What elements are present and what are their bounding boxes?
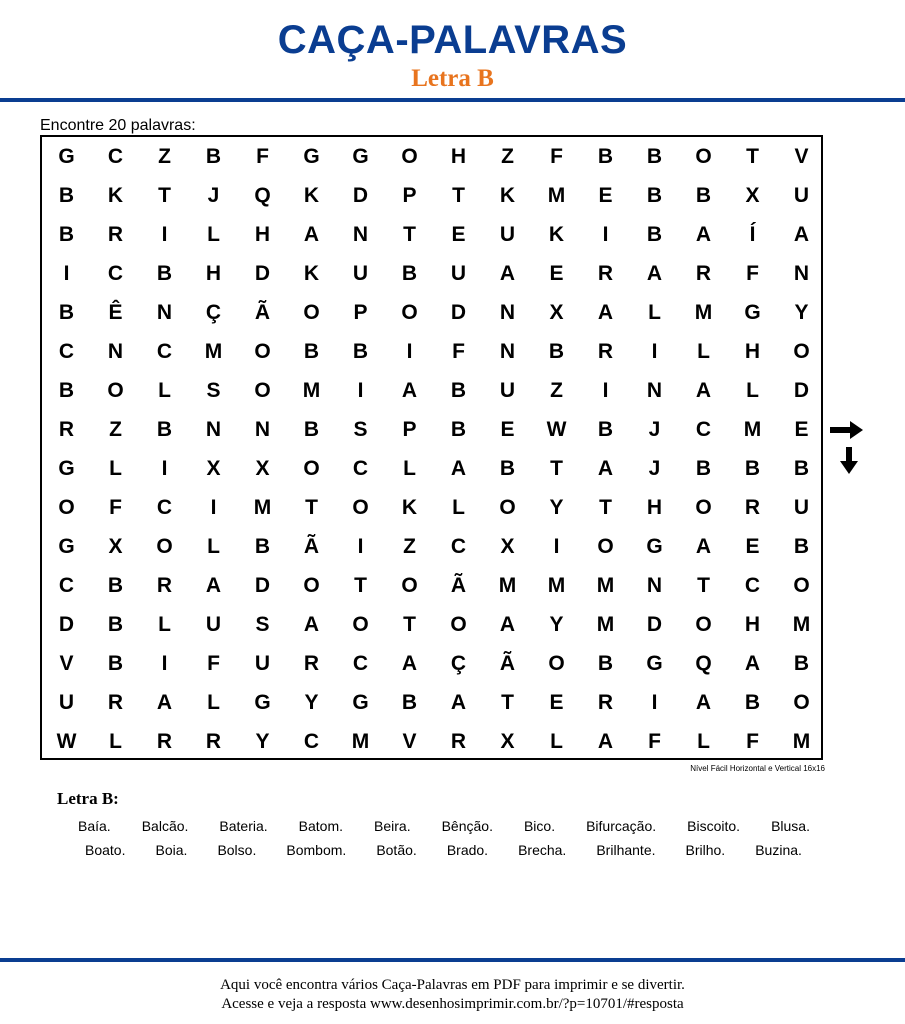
grid-cell: G xyxy=(58,456,75,480)
grid-cell: I xyxy=(602,378,609,402)
grid-cell: R xyxy=(205,729,222,753)
grid-cell: B xyxy=(695,183,712,207)
grid-cell: U xyxy=(499,378,516,402)
grid-cell: K xyxy=(303,183,320,207)
grid-cell: J xyxy=(648,417,661,441)
grid-cell: O xyxy=(695,495,712,519)
grid-cell: L xyxy=(746,378,759,402)
grid-cell: C xyxy=(156,339,173,363)
grid-cell: O xyxy=(352,495,369,519)
grid-cell: O xyxy=(254,339,271,363)
grid-cell: M xyxy=(253,495,272,519)
grid-cell: A xyxy=(744,651,761,675)
grid-cell: B xyxy=(401,261,418,285)
grid-cell: V xyxy=(59,651,74,675)
word-list-item: Brilho. xyxy=(685,842,726,858)
grid-cell: L xyxy=(697,729,710,753)
grid-cell: H xyxy=(744,339,761,363)
grid-cell: B xyxy=(450,417,467,441)
grid-cell: I xyxy=(357,378,364,402)
grid-cell: O xyxy=(793,573,810,597)
grid-cell: N xyxy=(499,300,516,324)
grid-cell: O xyxy=(450,612,467,636)
grid-cell: M xyxy=(792,612,811,636)
grid-cell: I xyxy=(63,261,70,285)
grid-cell: T xyxy=(305,495,318,519)
grid-cell: H xyxy=(744,612,761,636)
grid-cell: A xyxy=(646,261,663,285)
grid-cell: B xyxy=(58,300,75,324)
grid-cell: U xyxy=(793,495,810,519)
grid-cell: B xyxy=(793,534,810,558)
grid-cell: X xyxy=(500,729,515,753)
grid-cell: Y xyxy=(549,612,564,636)
grid-cell: L xyxy=(550,729,563,753)
word-list-item: Brilhante. xyxy=(596,842,656,858)
grid-cell: B xyxy=(107,651,124,675)
grid-cell: S xyxy=(353,417,368,441)
grid-cell: D xyxy=(793,378,810,402)
down-arrow-icon xyxy=(838,447,860,475)
grid-cell: C xyxy=(156,495,173,519)
grid-cell: L xyxy=(207,534,220,558)
grid-cell: A xyxy=(597,300,614,324)
grid-cell: W xyxy=(56,729,77,753)
grid-cell: I xyxy=(406,339,413,363)
grid-cell: Q xyxy=(695,651,712,675)
grid-cell: I xyxy=(161,456,168,480)
grid-cell: G xyxy=(303,144,320,168)
grid-cell: M xyxy=(792,729,811,753)
grid-cell: E xyxy=(549,690,564,714)
grid-cell: O xyxy=(401,573,418,597)
grid-cell: R xyxy=(107,222,124,246)
grid-cell: B xyxy=(107,612,124,636)
grid-cell: U xyxy=(205,612,222,636)
grid-cell: I xyxy=(161,651,168,675)
grid-cell: B xyxy=(303,339,320,363)
grid-cell: O xyxy=(695,144,712,168)
grid-cell: G xyxy=(58,144,75,168)
grid-cell: O xyxy=(58,495,75,519)
word-list-item: Buzina. xyxy=(755,842,802,858)
grid-cell: A xyxy=(303,612,320,636)
grid-cell: M xyxy=(596,573,615,597)
grid-cell: C xyxy=(744,573,761,597)
grid-cell: H xyxy=(646,495,663,519)
grid-cell: Ê xyxy=(108,300,123,324)
grid-cell: M xyxy=(743,417,762,441)
instruction-text: Encontre 20 palavras: xyxy=(40,117,196,134)
footer xyxy=(0,976,905,1014)
grid-cell: I xyxy=(602,222,609,246)
word-list-item: Bombom. xyxy=(286,842,347,858)
word-list-item: Bico. xyxy=(523,818,556,834)
grid-cell: A xyxy=(401,651,418,675)
grid-cell: M xyxy=(351,729,370,753)
grid-cell: X xyxy=(549,300,564,324)
grid-cell: O xyxy=(107,378,124,402)
word-list-item: Bênção. xyxy=(441,818,493,834)
grid-cell: O xyxy=(548,651,565,675)
grid-cell: T xyxy=(403,612,416,636)
grid-cell: M xyxy=(596,612,615,636)
grid-cell: R xyxy=(58,417,75,441)
grid-cell: B xyxy=(597,144,614,168)
word-list-item: Boia. xyxy=(155,842,188,858)
top-divider xyxy=(0,98,905,102)
grid-cell: J xyxy=(207,183,220,207)
word-list-item: Bolso. xyxy=(217,842,257,858)
grid-cell: H xyxy=(205,261,222,285)
grid-cell: Q xyxy=(254,183,271,207)
grid-cell: U xyxy=(450,261,467,285)
grid-cell: A xyxy=(695,690,712,714)
grid-cell: C xyxy=(303,729,320,753)
grid-cell: U xyxy=(58,690,75,714)
grid-cell: F xyxy=(109,495,122,519)
grid-cell: X xyxy=(108,534,123,558)
grid-cell: A xyxy=(695,222,712,246)
grid-cell: H xyxy=(254,222,271,246)
grid-cell: X xyxy=(255,456,270,480)
grid-cell: R xyxy=(597,690,614,714)
grid-cell: B xyxy=(352,339,369,363)
grid-cell: V xyxy=(794,144,809,168)
grid-cell: A xyxy=(450,456,467,480)
grid-cell: F xyxy=(256,144,269,168)
grid-cell: F xyxy=(550,144,563,168)
grid-cell: I xyxy=(651,690,658,714)
grid-cell: E xyxy=(500,417,515,441)
grid-cell: B xyxy=(548,339,565,363)
grid-cell: Ç xyxy=(450,651,467,675)
grid-cell: T xyxy=(746,144,759,168)
grid-cell: B xyxy=(646,183,663,207)
grid-cell: U xyxy=(499,222,516,246)
grid-cell: C xyxy=(450,534,467,558)
grid-cell: O xyxy=(401,144,418,168)
grid-cell: B xyxy=(646,144,663,168)
grid-cell: A xyxy=(303,222,320,246)
grid-cell: T xyxy=(403,222,416,246)
grid-cell: A xyxy=(793,222,810,246)
grid-cell: B xyxy=(58,183,75,207)
grid-cell: R xyxy=(450,729,467,753)
grid-cell: E xyxy=(794,417,809,441)
grid-cell: C xyxy=(107,144,124,168)
grid-cell: X xyxy=(500,534,515,558)
grid-cell: C xyxy=(695,417,712,441)
grid-cell: T xyxy=(354,573,367,597)
grid-cell: R xyxy=(303,651,320,675)
grid-cell: R xyxy=(156,729,173,753)
grid-cell: T xyxy=(452,183,465,207)
grid-cell: L xyxy=(158,378,171,402)
grid-cell: B xyxy=(744,690,761,714)
grid-cell: V xyxy=(402,729,417,753)
grid-cell: C xyxy=(58,339,75,363)
grid-cell: Y xyxy=(255,729,270,753)
grid-cell: B xyxy=(58,222,75,246)
grid-cell: Z xyxy=(501,144,514,168)
grid-cell: Ã xyxy=(303,534,320,558)
grid-cell: A xyxy=(205,573,222,597)
grid-cell: N xyxy=(646,378,663,402)
grid-cell: K xyxy=(548,222,565,246)
grid-cell: A xyxy=(597,729,614,753)
grid-cell: M xyxy=(302,378,321,402)
grid-cell: G xyxy=(646,534,663,558)
grid-cell: O xyxy=(401,300,418,324)
grid-cell: N xyxy=(646,573,663,597)
grid-cell: O xyxy=(695,612,712,636)
grid-cell: A xyxy=(401,378,418,402)
grid-cell: Y xyxy=(549,495,564,519)
grid-cell: R xyxy=(107,690,124,714)
grid-cell: B xyxy=(205,144,222,168)
grid-cell: L xyxy=(207,222,220,246)
footer-line-2: Acesse e veja a resposta www.desenhosimprimir.com.br/?p=10701/#resposta xyxy=(221,996,684,1012)
word-list-item: Brado. xyxy=(446,842,489,858)
grid-cell: B xyxy=(303,417,320,441)
word-list-item: Bifurcação. xyxy=(586,818,657,834)
level-note: Nível Fácil Horizontal e Vertical 16x16 xyxy=(690,764,825,773)
bottom-divider xyxy=(0,958,905,962)
grid-cell: J xyxy=(648,456,661,480)
page-subtitle: Letra B xyxy=(411,65,494,92)
word-list-row-2 xyxy=(85,842,802,858)
grid-cell: G xyxy=(58,534,75,558)
grid-cell: L xyxy=(109,729,122,753)
word-list-item: Baía. xyxy=(78,818,111,834)
right-arrow-icon xyxy=(830,419,864,441)
grid-cell: U xyxy=(793,183,810,207)
grid-cell: F xyxy=(746,729,759,753)
grid-cell: F xyxy=(207,651,220,675)
grid-cell: T xyxy=(158,183,171,207)
grid-cell: N xyxy=(352,222,369,246)
grid-cell: S xyxy=(206,378,221,402)
footer-line-1: Aqui você encontra vários Caça-Palavras em PDF para imprimir e se divertir. xyxy=(220,977,685,993)
grid-cell: R xyxy=(744,495,761,519)
grid-cell: N xyxy=(107,339,124,363)
grid-cell: D xyxy=(352,183,369,207)
grid-cell: I xyxy=(651,339,658,363)
word-list-item: Beira. xyxy=(374,818,411,834)
grid-cell: M xyxy=(694,300,713,324)
grid-cell: B xyxy=(254,534,271,558)
grid-cell: L xyxy=(158,612,171,636)
grid-cell: O xyxy=(793,339,810,363)
grid-cell: I xyxy=(357,534,364,558)
grid-cell: R xyxy=(597,339,614,363)
grid-cell: O xyxy=(303,300,320,324)
grid-cell: K xyxy=(107,183,124,207)
grid-cell: D xyxy=(646,612,663,636)
grid-cell: C xyxy=(352,651,369,675)
grid-cell: Z xyxy=(109,417,122,441)
word-list-item: Blusa. xyxy=(771,818,810,834)
grid-cell: S xyxy=(255,612,270,636)
grid-cell: I xyxy=(553,534,560,558)
grid-cell: L xyxy=(109,456,122,480)
grid-cell: K xyxy=(499,183,516,207)
grid-cell: R xyxy=(695,261,712,285)
grid-cell: F xyxy=(452,339,465,363)
grid-cell: Ã xyxy=(499,651,516,675)
grid-cell: R xyxy=(597,261,614,285)
grid-cell: P xyxy=(402,417,417,441)
grid-cell: L xyxy=(697,339,710,363)
word-list-item: Batom. xyxy=(298,818,344,834)
grid-cell: Ã xyxy=(254,300,271,324)
grid-cell: B xyxy=(793,456,810,480)
page-title: CAÇA-PALAVRAS xyxy=(277,18,628,62)
word-list-title: Letra B: xyxy=(57,789,119,808)
grid-cell: D xyxy=(58,612,75,636)
grid-cell: Ã xyxy=(450,573,467,597)
grid-cell: E xyxy=(451,222,466,246)
grid-cell: P xyxy=(402,183,417,207)
grid-cell: Í xyxy=(749,222,756,246)
grid-cell: D xyxy=(254,261,271,285)
grid-cell: A xyxy=(695,378,712,402)
grid-cell: C xyxy=(107,261,124,285)
grid-cell: N xyxy=(156,300,173,324)
grid-cell: O xyxy=(352,612,369,636)
word-list-item: Bateria. xyxy=(219,818,268,834)
grid-cell: B xyxy=(597,651,614,675)
grid-cell: G xyxy=(352,144,369,168)
grid-cell: N xyxy=(254,417,271,441)
grid-cell: N xyxy=(793,261,810,285)
grid-cell: X xyxy=(745,183,760,207)
grid-cell: Z xyxy=(158,144,171,168)
grid-cell: D xyxy=(254,573,271,597)
grid-cell: O xyxy=(499,495,516,519)
grid-cell: M xyxy=(547,183,566,207)
grid-cell: M xyxy=(547,573,566,597)
grid-cell: O xyxy=(793,690,810,714)
grid-cell: B xyxy=(646,222,663,246)
grid-cell: L xyxy=(403,456,416,480)
grid-cell: T xyxy=(599,495,612,519)
grid-cell: A xyxy=(450,690,467,714)
grid-cell: F xyxy=(746,261,759,285)
grid-cell: B xyxy=(744,456,761,480)
grid-cell: L xyxy=(452,495,465,519)
word-list-item: Biscoito. xyxy=(687,818,741,834)
word-list-item: Brecha. xyxy=(518,842,567,858)
grid-cell: B xyxy=(107,573,124,597)
grid-cell: L xyxy=(207,690,220,714)
grid-cell: H xyxy=(450,144,467,168)
word-list-item: Boato. xyxy=(85,842,126,858)
word-search-grid xyxy=(40,135,823,760)
word-list-row-1 xyxy=(78,818,810,834)
grid-cell: A xyxy=(156,690,173,714)
grid-cell: L xyxy=(648,300,661,324)
grid-cell: O xyxy=(303,456,320,480)
grid-cell: G xyxy=(254,690,271,714)
grid-cell: K xyxy=(401,495,418,519)
grid-cell: U xyxy=(254,651,271,675)
grid-cell: B xyxy=(58,378,75,402)
grid-cell: B xyxy=(499,456,516,480)
grid-cell: R xyxy=(156,573,173,597)
grid-cell: A xyxy=(499,261,516,285)
word-list-item: Balcão. xyxy=(141,818,189,834)
grid-cell: T xyxy=(501,690,514,714)
grid-cell: B xyxy=(450,378,467,402)
grid-cell: C xyxy=(352,456,369,480)
grid-cell: E xyxy=(598,183,613,207)
grid-cell: T xyxy=(550,456,563,480)
grid-cell: W xyxy=(546,417,567,441)
grid-cell: D xyxy=(450,300,467,324)
grid-cell: G xyxy=(352,690,369,714)
grid-cell: U xyxy=(352,261,369,285)
grid-cell: M xyxy=(498,573,517,597)
grid-cell: C xyxy=(58,573,75,597)
grid-cell: B xyxy=(156,261,173,285)
grid-cell: X xyxy=(206,456,221,480)
grid-cell: I xyxy=(210,495,217,519)
grid-cell: O xyxy=(254,378,271,402)
grid-cell: B xyxy=(401,690,418,714)
grid-cell: A xyxy=(499,612,516,636)
grid-cell: N xyxy=(205,417,222,441)
grid-cell: E xyxy=(745,534,760,558)
grid-cell: Ç xyxy=(205,300,222,324)
grid-cell: O xyxy=(156,534,173,558)
grid-cell: Z xyxy=(403,534,416,558)
grid-cell: M xyxy=(204,339,223,363)
grid-cell: A xyxy=(695,534,712,558)
grid-cell: Z xyxy=(550,378,563,402)
grid-cell: Y xyxy=(794,300,809,324)
grid-cell: G xyxy=(744,300,761,324)
grid-cell: I xyxy=(161,222,168,246)
grid-cell: B xyxy=(695,456,712,480)
grid-cell: B xyxy=(793,651,810,675)
grid-cell: K xyxy=(303,261,320,285)
grid-cell: T xyxy=(697,573,710,597)
grid-cell: O xyxy=(303,573,320,597)
grid-cell: G xyxy=(646,651,663,675)
grid-cell: O xyxy=(597,534,614,558)
grid-cell: F xyxy=(648,729,661,753)
grid-cell: A xyxy=(597,456,614,480)
grid-cell: B xyxy=(156,417,173,441)
grid-cell: B xyxy=(597,417,614,441)
grid-cell: Y xyxy=(304,690,319,714)
grid-cell: P xyxy=(353,300,368,324)
grid-cell: E xyxy=(549,261,564,285)
grid-cell: N xyxy=(499,339,516,363)
word-list-item: Botão. xyxy=(376,842,417,858)
